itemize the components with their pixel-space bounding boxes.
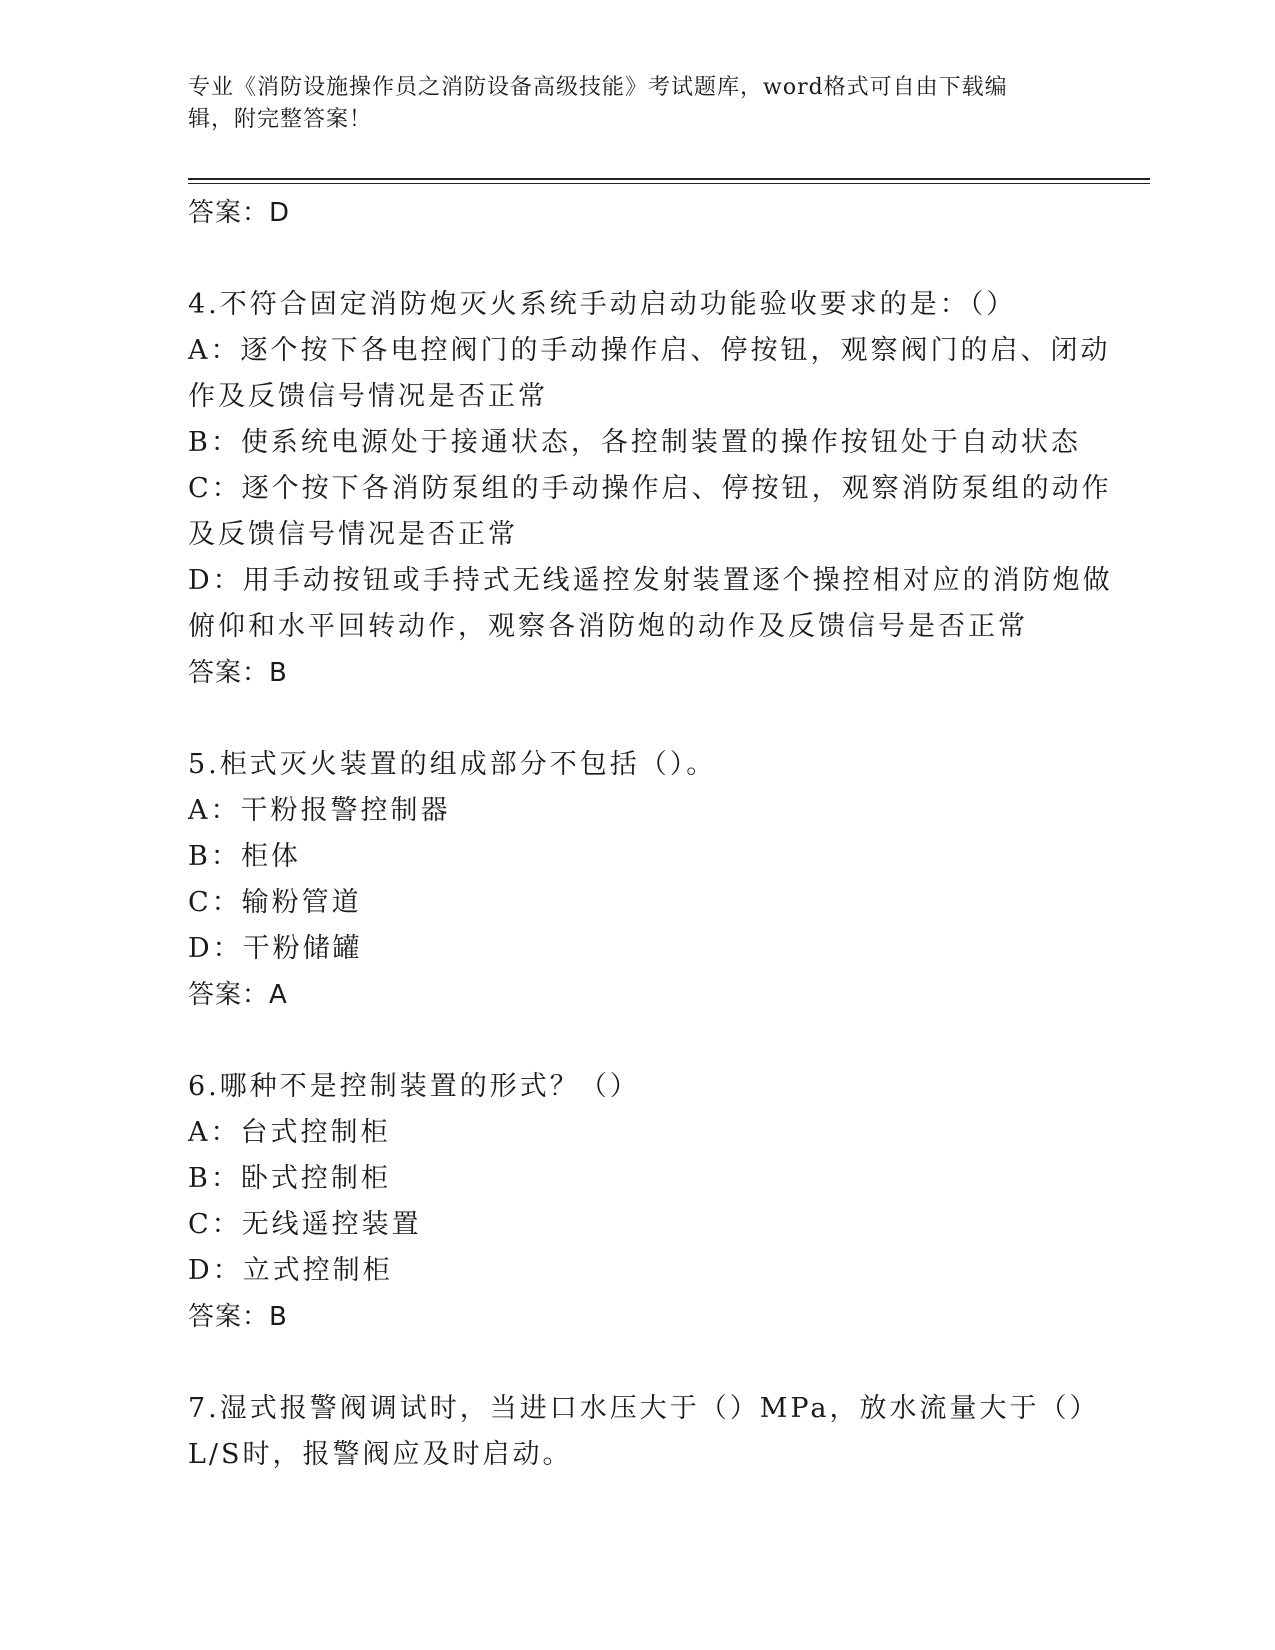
header-rule-thick — [188, 178, 1150, 180]
question-stem: 7.湿式报警阀调试时，当进口水压大于（）MPa，放水流量大于（） — [188, 1393, 1100, 1424]
option-a: A：台式控制柜 — [188, 1117, 391, 1148]
option-a: A：干粉报警控制器 — [188, 795, 451, 826]
option-a: A：逐个按下各电控阀门的手动操作启、停按钮，观察阀门的启、闭动 — [188, 335, 1111, 366]
question-stem: 5.柜式灭火装置的组成部分不包括（）。 — [188, 749, 717, 780]
option-d: D：用手动按钮或手持式无线遥控发射装置逐个操控相对应的消防炮做 — [188, 565, 1113, 596]
question-5 — [188, 742, 1088, 1018]
option-b: B：柜体 — [188, 841, 301, 872]
answer-previous: 答案：D — [188, 198, 291, 228]
question-list — [188, 190, 1113, 1478]
question-stem-cont: L/S时，报警阀应及时启动。 — [188, 1439, 573, 1470]
option-b: B：卧式控制柜 — [188, 1163, 391, 1194]
question-6 — [188, 1064, 1088, 1340]
answer: 答案：A — [188, 980, 288, 1010]
header-line-1: 专业《消防设施操作员之消防设备高级技能》考试题库，word格式可自由下载编 — [188, 75, 1008, 100]
header-line-2: 辑，附完整答案！ — [188, 107, 373, 132]
option-d: D：干粉储罐 — [188, 933, 363, 964]
option-c: C：逐个按下各消防泵组的手动操作启、停按钮，观察消防泵组的动作 — [188, 473, 1112, 504]
header-rule-thin — [188, 183, 1150, 184]
answer: 答案：B — [188, 658, 288, 688]
option-c: C：输粉管道 — [188, 887, 362, 918]
question-stem: 4.不符合固定消防炮灭火系统手动启动功能验收要求的是：（） — [188, 289, 1017, 320]
answer: 答案：B — [188, 1302, 288, 1332]
question-stem: 6.哪种不是控制装置的形式？（） — [188, 1071, 640, 1102]
option-d: D：立式控制柜 — [188, 1255, 393, 1286]
document-header — [188, 72, 1068, 136]
question-7 — [188, 1386, 1100, 1478]
question-4 — [188, 282, 1113, 696]
option-b: B：使系统电源处于接通状态，各控制装置的操作按钮处于自动状态 — [188, 427, 1081, 458]
option-c-cont: 及反馈信号情况是否正常 — [188, 519, 518, 550]
option-a-cont: 作及反馈信号情况是否正常 — [188, 381, 548, 412]
option-c: C：无线遥控装置 — [188, 1209, 422, 1240]
option-d-cont: 俯仰和水平回转动作，观察各消防炮的动作及反馈信号是否正常 — [188, 611, 1028, 642]
